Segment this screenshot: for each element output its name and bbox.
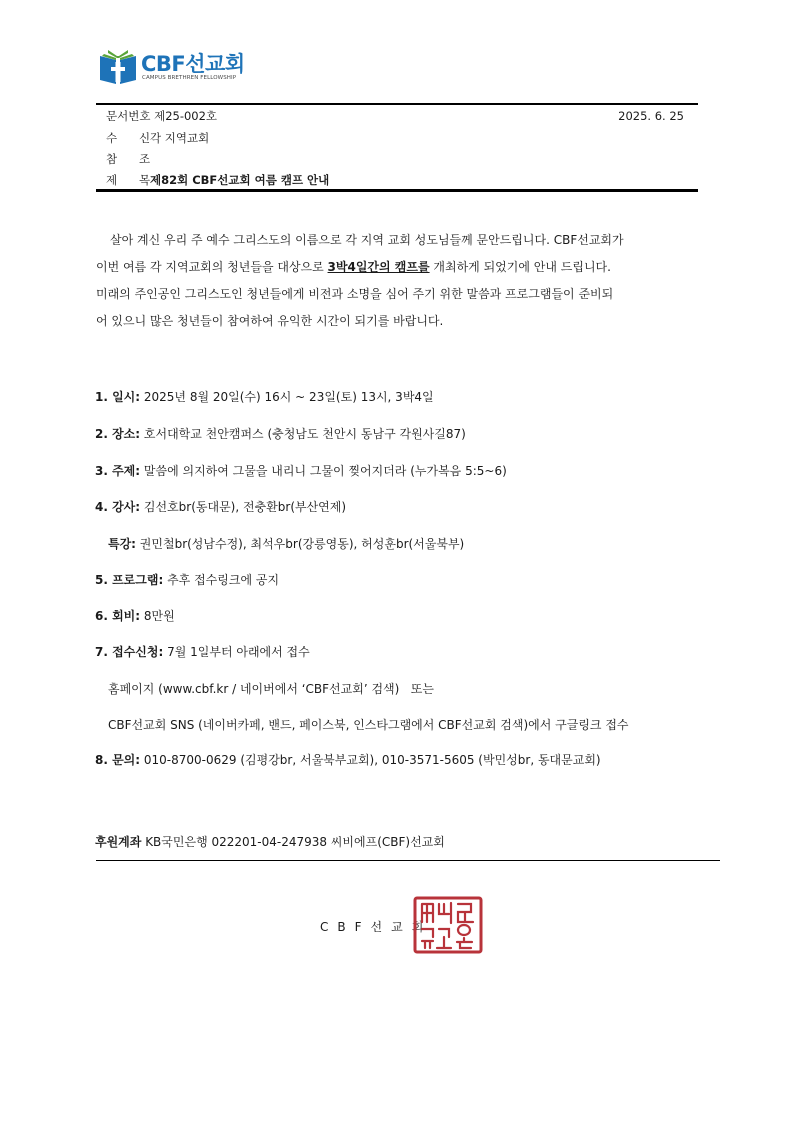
intro-line-1: 살아 계신 우리 주 예수 그리스도의 이름으로 각 지역 교회 성도님들께 문안드립니다. CBF선교회가	[110, 233, 624, 247]
item-label: 5. 프로그램:	[95, 573, 164, 587]
item-value: 추후 접수링크에 공지	[163, 573, 280, 587]
intro-emphasis: 3박4일간의 캠프를	[327, 260, 430, 274]
header-subject	[106, 173, 329, 187]
item-speakers	[95, 499, 346, 515]
item-value: 010-8700-0629 (김평강br, 서울북부교회), 010-3571-5605 (박민성br, 동대문교회)	[140, 753, 601, 767]
item-value: 7월 1일부터 아래에서 접수	[163, 645, 310, 659]
item-program	[95, 572, 279, 588]
logo-subtitle: CAMPUS BRETHREN FELLOWSHIP	[142, 75, 237, 81]
account-label: 후원계좌	[95, 835, 142, 849]
header-ref	[106, 152, 150, 166]
item-label: 3. 주제:	[95, 464, 141, 478]
donation-account	[95, 833, 445, 850]
item-label: 1. 일시:	[95, 390, 141, 404]
item-label: 2. 장소:	[95, 427, 141, 441]
item-value: 김선호br(동대문), 전충환br(부산연제)	[140, 500, 347, 514]
intro-line-2-post: 개최하게 되었기에 안내 드립니다.	[429, 260, 611, 274]
item-value: 2025년 8월 20일(수) 16시 ~ 23일(토) 13시, 3박4일	[140, 390, 434, 404]
item-value: 권민철br(성남수정), 최석우br(강릉영동), 허성훈br(서울북부)	[135, 537, 465, 551]
ref-label: 참 조	[106, 152, 151, 166]
to-label: 수 신	[106, 131, 151, 145]
item-venue	[95, 426, 466, 442]
item-contact	[95, 752, 601, 768]
item-label: 6. 회비:	[95, 609, 141, 623]
to-value: 각 지역교회	[150, 131, 210, 145]
footer-rule	[96, 860, 720, 861]
doc-date: 2025. 6. 25	[618, 109, 684, 123]
item-value: 말씀에 의지하여 그물을 내리니 그물이 찢어지더라 (누가복음 5:5~6)	[140, 464, 507, 478]
intro-line-3: 미래의 주인공인 그리스도인 청년들에게 비전과 소명을 심어 주기 위한 말씀과 프로그램들이 준비되	[96, 287, 614, 301]
item-registration	[95, 644, 310, 660]
item-theme	[95, 463, 507, 479]
item-fee	[95, 608, 175, 624]
official-seal-stamp	[413, 896, 483, 954]
intro-line-2-pre: 이번 여름 각 지역교회의 청년들을 대상으로	[96, 260, 328, 274]
intro-paragraph	[96, 227, 696, 335]
header-bottom-rule	[96, 189, 698, 192]
item-label: 8. 문의:	[95, 753, 141, 767]
doc-number: 문서번호 제25-002호	[106, 109, 218, 123]
item-value: CBF선교회 SNS (네이버카페, 밴드, 페이스북, 인스타그램에서 CBF선교회 검색)에서 구글링크 접수	[108, 718, 629, 732]
item-label: 4. 강사:	[95, 500, 141, 514]
signer-name: CBF선교회	[320, 920, 433, 934]
item-value: 8만원	[140, 609, 175, 623]
item-special-lecture	[108, 536, 464, 552]
item-label: 특강:	[108, 537, 136, 551]
header-to	[106, 131, 209, 145]
item-date	[95, 389, 434, 405]
item-value: 홈페이지 (www.cbf.kr / 네이버에서 ‘CBF선교회’ 검색) 또는	[108, 682, 434, 696]
subject-value: 제82회 CBF선교회 여름 캠프 안내	[150, 173, 330, 187]
item-label: 7. 접수신청:	[95, 645, 164, 659]
header-top-rule	[96, 103, 698, 105]
intro-line-4: 어 있으니 많은 청년들이 참여하여 유익한 시간이 되기를 바랍니다.	[96, 314, 444, 328]
item-registration-homepage	[108, 681, 434, 697]
logo-name: CBF선교회	[141, 52, 245, 76]
intro-line-2	[96, 254, 696, 281]
open-book-cross-icon	[98, 50, 138, 86]
item-registration-sns	[108, 717, 629, 733]
subject-label: 제 목	[106, 173, 151, 187]
account-value: KB국민은행 022201-04-247938 씨비에프(CBF)선교회	[141, 835, 445, 849]
item-value: 호서대학교 천안캠퍼스 (충청남도 천안시 동남구 각원사길87)	[140, 427, 466, 441]
